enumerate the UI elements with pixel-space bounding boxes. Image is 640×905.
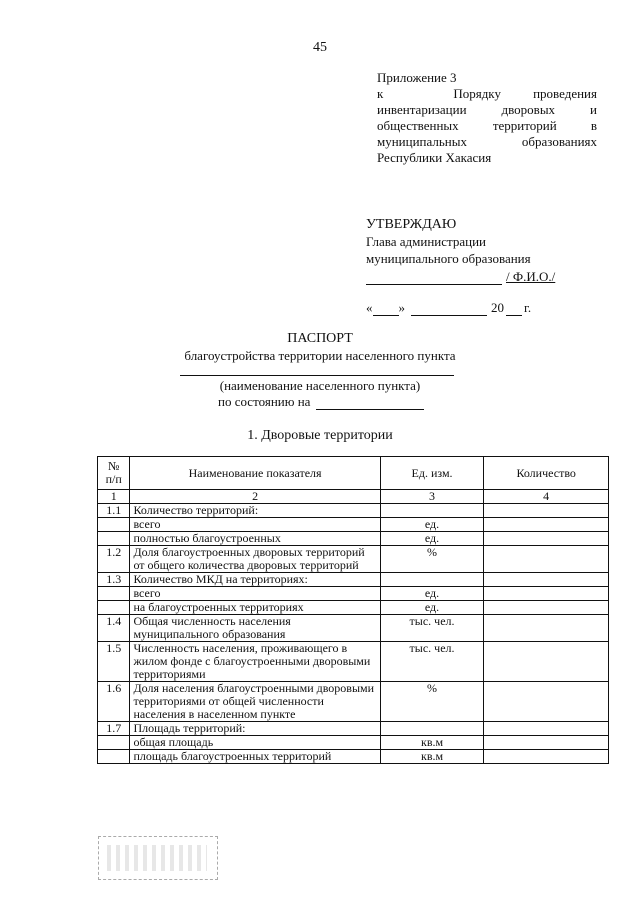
as-of-line xyxy=(218,394,424,410)
row-name: Доля населения благоустроенными дворовыми территориями от общей численности населения в населенном пункте xyxy=(130,682,380,722)
passport-title: ПАСПОРТ xyxy=(287,331,353,346)
section-title: 1. Дворовые территории xyxy=(247,428,393,443)
row-number: 1.6 xyxy=(98,682,130,722)
row-quantity xyxy=(484,504,609,518)
row-unit: ед. xyxy=(380,532,484,546)
signature-name: / Ф.И.О./ xyxy=(506,269,556,284)
appendix-line-6: Республики Хакасия xyxy=(377,150,492,165)
table-row xyxy=(98,601,609,615)
row-number xyxy=(98,518,130,532)
row-unit xyxy=(380,722,484,736)
row-number: 1.1 xyxy=(98,504,130,518)
date-year-prefix: 20 xyxy=(491,300,504,315)
row-name: Доля благоустроенных дворовых территорий от общего количества дворовых территорий xyxy=(130,546,380,573)
row-number xyxy=(98,532,130,546)
appendix-line-4: общественных территорий в xyxy=(377,118,597,133)
header-name: Наименование показателя xyxy=(130,457,380,490)
date-year-suffix: г. xyxy=(524,300,532,315)
table-row xyxy=(98,546,609,573)
table-row xyxy=(98,615,609,642)
row-unit: % xyxy=(380,682,484,722)
date-day-blank xyxy=(373,302,399,316)
row-quantity xyxy=(484,642,609,682)
row-unit xyxy=(380,573,484,587)
approval-date-line xyxy=(366,299,606,316)
approval-line-2: муниципального образования xyxy=(366,251,531,266)
row-quantity xyxy=(484,532,609,546)
row-unit: % xyxy=(380,546,484,573)
row-number: 1.2 xyxy=(98,546,130,573)
table-row xyxy=(98,573,609,587)
indicators-table xyxy=(97,456,609,764)
table-row xyxy=(98,682,609,722)
column-number: 2 xyxy=(130,490,380,504)
row-number: 1.5 xyxy=(98,642,130,682)
date-close-quote: » xyxy=(398,300,405,315)
approval-block xyxy=(366,216,606,316)
row-number xyxy=(98,601,130,615)
row-unit: ед. xyxy=(380,601,484,615)
header-num xyxy=(98,457,130,490)
date-year-blank xyxy=(506,302,522,316)
column-number: 4 xyxy=(484,490,609,504)
row-quantity xyxy=(484,615,609,642)
passport-subtitle: благоустройства территории населенного пункта xyxy=(184,348,456,363)
row-name: всего xyxy=(130,518,380,532)
row-quantity xyxy=(484,722,609,736)
row-unit: ед. xyxy=(380,518,484,532)
row-name: Количество территорий: xyxy=(130,504,380,518)
locality-name-line xyxy=(180,375,454,376)
appendix-line-5: муниципальных образованиях xyxy=(377,134,597,149)
signature-line xyxy=(366,268,606,285)
row-name: Общая численность населения муниципального образования xyxy=(130,615,380,642)
row-quantity xyxy=(484,736,609,750)
row-name: на благоустроенных территориях xyxy=(130,601,380,615)
appendix-block xyxy=(377,70,597,166)
row-unit: тыс. чел. xyxy=(380,642,484,682)
table-header-row xyxy=(98,457,609,490)
row-unit: кв.м xyxy=(380,736,484,750)
header-num-line-1: № xyxy=(108,459,120,473)
header-qty: Количество xyxy=(484,457,609,490)
row-quantity xyxy=(484,546,609,573)
row-quantity xyxy=(484,518,609,532)
row-number xyxy=(98,736,130,750)
row-name: Количество МКД на территориях: xyxy=(130,573,380,587)
appendix-line-2-left: к xyxy=(377,86,384,101)
column-number: 3 xyxy=(380,490,484,504)
row-quantity xyxy=(484,682,609,722)
row-name: общая площадь xyxy=(130,736,380,750)
row-unit xyxy=(380,504,484,518)
header-num-line-2: п/п xyxy=(105,472,122,486)
column-number: 1 xyxy=(98,490,130,504)
row-number: 1.7 xyxy=(98,722,130,736)
appendix-title: Приложение 3 xyxy=(377,70,457,85)
row-number: 1.3 xyxy=(98,573,130,587)
row-name: полностью благоустроенных xyxy=(130,532,380,546)
date-open-quote: « xyxy=(366,300,373,315)
row-name: всего xyxy=(130,587,380,601)
page-number: 45 xyxy=(313,40,327,55)
locality-hint: (наименование населенного пункта) xyxy=(219,378,421,393)
appendix-line-3: инвентаризации дворовых и xyxy=(377,102,597,117)
date-month-blank xyxy=(411,302,487,316)
row-quantity xyxy=(484,587,609,601)
row-number xyxy=(98,587,130,601)
row-quantity xyxy=(484,750,609,764)
appendix-line-2-right: Порядку проведения xyxy=(453,86,597,101)
approval-line-1: Глава администрации xyxy=(366,234,487,249)
row-unit: ед. xyxy=(380,587,484,601)
row-name: площадь благоустроенных территорий xyxy=(130,750,380,764)
document-stamp xyxy=(98,836,218,880)
signature-blank xyxy=(366,270,502,285)
column-number-row xyxy=(98,490,609,504)
appendix-line-2 xyxy=(377,86,597,102)
row-number xyxy=(98,750,130,764)
row-unit: кв.м xyxy=(380,750,484,764)
header-unit: Ед. изм. xyxy=(380,457,484,490)
stamp-pattern xyxy=(107,845,207,871)
table-row xyxy=(98,722,609,736)
row-quantity xyxy=(484,573,609,587)
as-of-blank xyxy=(316,396,424,410)
table-row xyxy=(98,504,609,518)
row-quantity xyxy=(484,601,609,615)
row-unit: тыс. чел. xyxy=(380,615,484,642)
as-of-label: по состоянию на xyxy=(218,394,311,409)
table-row xyxy=(98,736,609,750)
row-name: Площадь территорий: xyxy=(130,722,380,736)
row-number: 1.4 xyxy=(98,615,130,642)
table-row xyxy=(98,587,609,601)
table-row xyxy=(98,750,609,764)
row-name: Численность населения, проживающего в жилом фонде с благоустроенными дворовыми территориями xyxy=(130,642,380,682)
table-row xyxy=(98,642,609,682)
table-row xyxy=(98,518,609,532)
approval-title: УТВЕРЖДАЮ xyxy=(366,217,457,232)
table-row xyxy=(98,532,609,546)
